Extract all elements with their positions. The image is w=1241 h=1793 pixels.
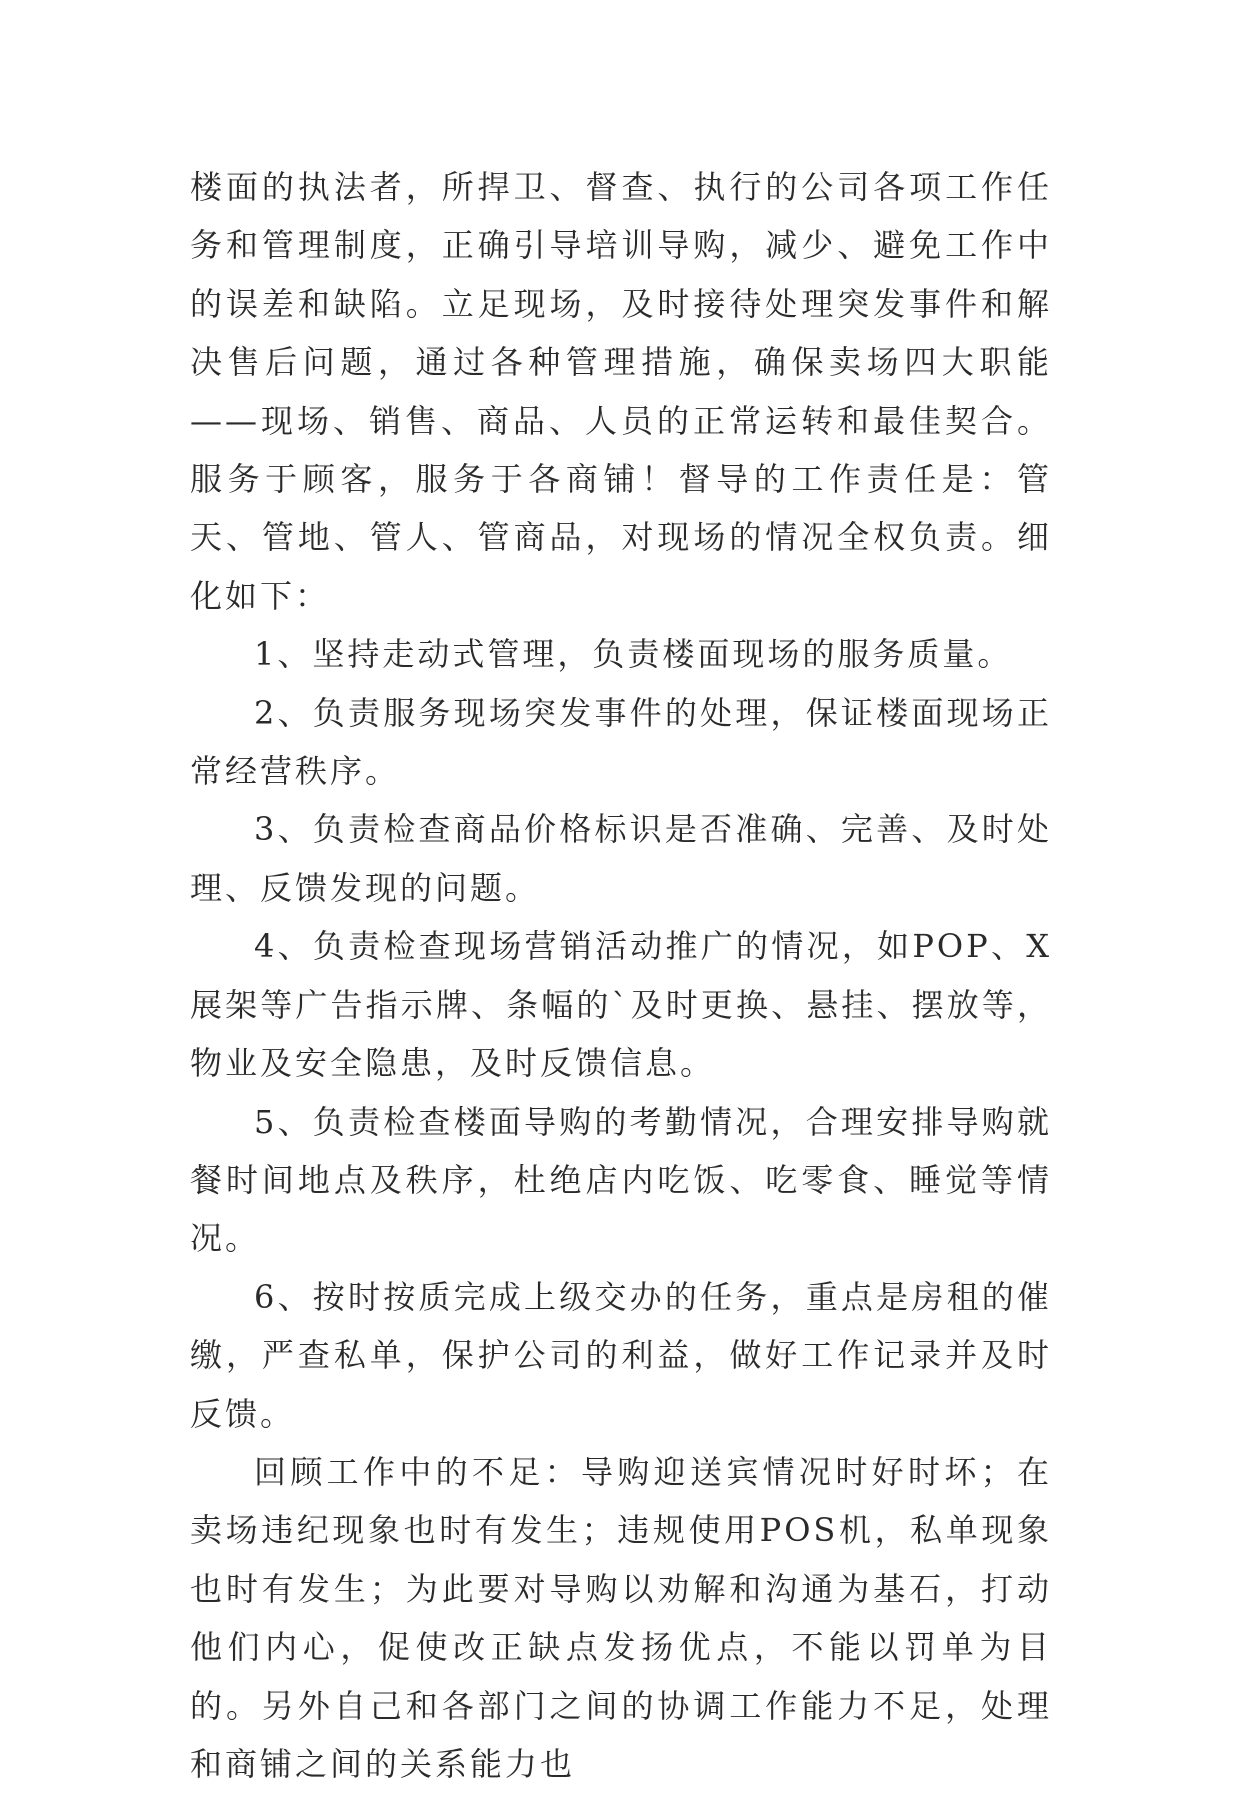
paragraph-review: 回顾工作中的不足：导购迎送宾情况时好时坏；在卖场违纪现象也时有发生；违规使用POS机，私单现象也时有发生；为此要对导购以劝解和沟通为基石，打动他们内心，促使改正缺点发扬优点，不能以罚单为目的。另外自己和各部门之间的协调工作能力不足，处理和商铺之间的关系能力也: [190, 1452, 1052, 1783]
list-item-1: 1、坚持走动式管理，负责楼面现场的服务质量。: [254, 635, 1013, 674]
paragraph-intro: 楼面的执法者，所捍卫、督查、执行的公司各项工作任务和管理制度，正确引导培训导购，减少、避免工作中的误差和缺陷。立足现场，及时接待处理突发事件和解决售后问题，通过各种管理措施，确保卖场四大职能——现场、销售、商品、人员的正常运转和最佳契合。服务于顾客，服务于各商铺！督导的工作责任是：管天、管地、管人、管商品，对现场的情况全权负责。细化如下：: [190, 168, 1052, 615]
list-item-4: 4、负责检查现场营销活动推广的情况，如POP、X展架等广告指示牌、条幅的`及时更换、悬挂、摆放等，物业及安全隐患，及时反馈信息。: [190, 927, 1052, 1083]
document-body: [190, 158, 1052, 1793]
list-item-2: 2、负责服务现场突发事件的处理，保证楼面现场正常经营秩序。: [190, 693, 1052, 791]
list-item-3: 3、负责检查商品价格标识是否准确、完善、及时处理、反馈发现的问题。: [190, 810, 1052, 907]
list-item-6: 6、按时按质完成上级交办的任务，重点是房租的催缴，严查私单，保护公司的利益，做好工作记录并及时反馈。: [190, 1277, 1052, 1433]
list-item-5: 5、负责检查楼面导购的考勤情况，合理安排导购就餐时间地点及秩序，杜绝店内吃饭、吃零食、睡觉等情况。: [190, 1102, 1052, 1258]
